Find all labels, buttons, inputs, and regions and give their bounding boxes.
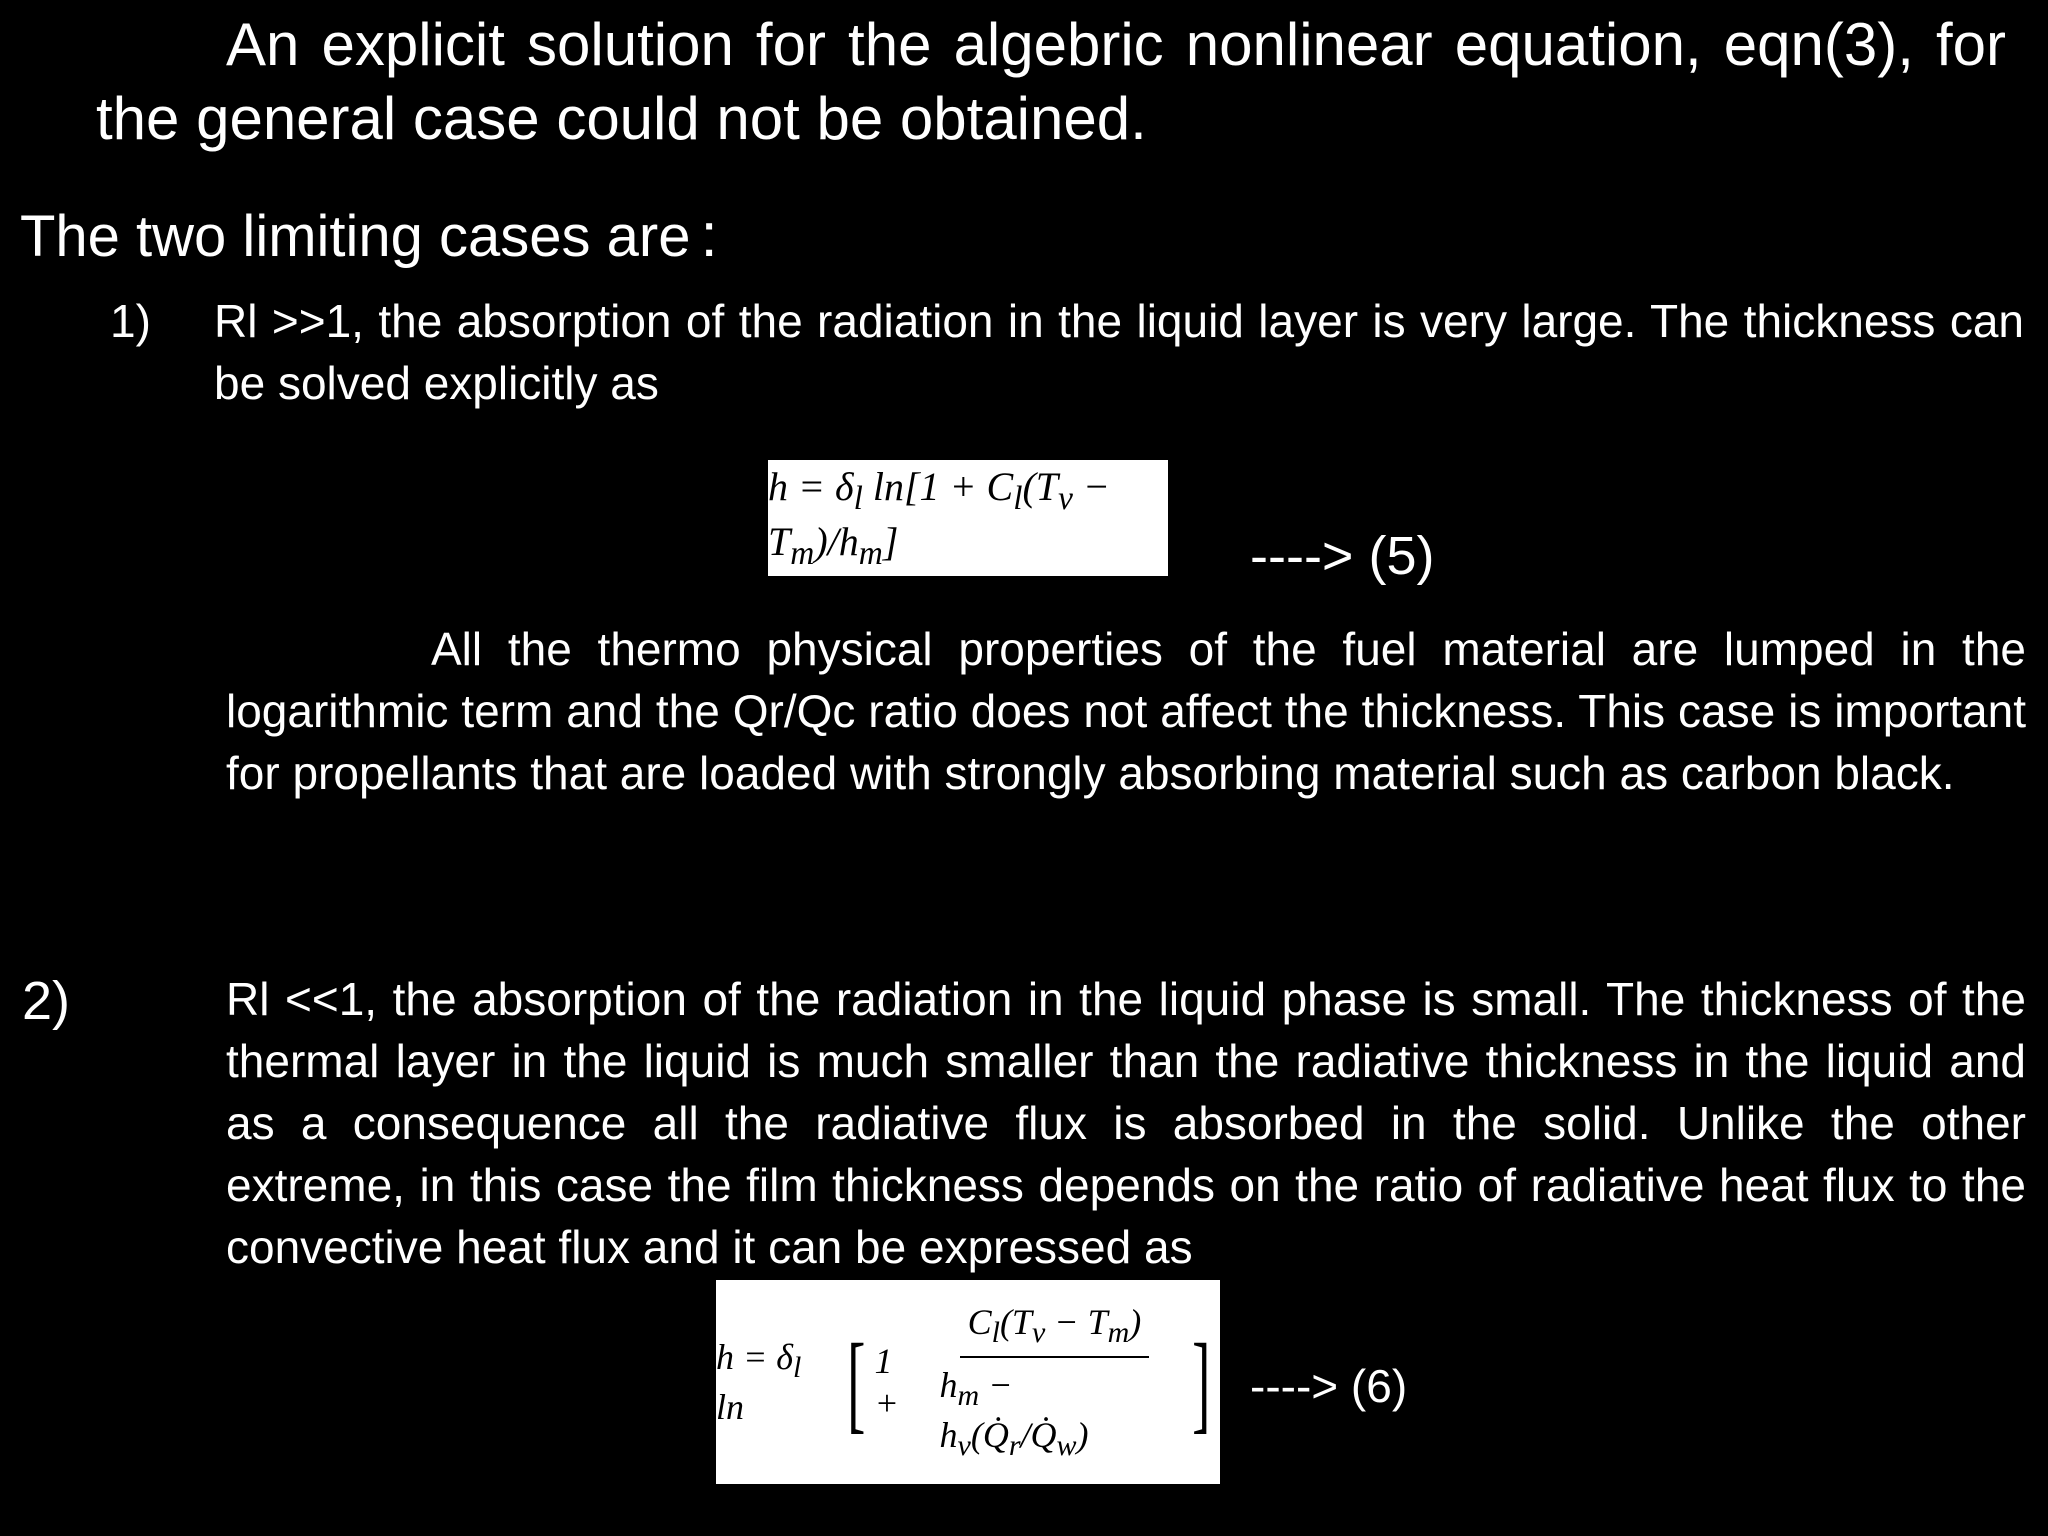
equation-6-image (716, 1280, 1220, 1484)
equation-5-ref: ----> (5) (1250, 526, 1435, 586)
intro-text: An explicit solution for the algebric nonlinear equation, eqn(3), for the general case could not be obtained. (96, 11, 2006, 152)
section-heading (20, 196, 718, 277)
equation-5-image (768, 460, 1168, 576)
intro-paragraph (96, 8, 2006, 156)
left-bracket: [ (846, 1321, 866, 1443)
equation-6-ref: ----> (6) (1250, 1360, 1408, 1412)
case1-text: Rl >>1, the absorption of the radiation in the liquid layer is very large. The thickness can be solved explicitly as (214, 295, 2024, 409)
equation-5-formula: $h = \delta_l$ $\ln[1 + C_l(T_v - T_m)/h_m]$ (768, 464, 1110, 572)
fraction: $\frac{C_l(T_v - T_m)}{h_m - h_v(Q̇_r/Q̇_w)}$ (932, 1301, 1178, 1463)
heading-colon: : (700, 201, 718, 270)
case1-explanation (226, 618, 2026, 804)
right-bracket: ] (1192, 1321, 1211, 1443)
case1-number: 1) (110, 295, 151, 347)
case1-explanation-text: All the thermo physical properties of the fuel material are lumped in the logarithmic term and the Qr/Qc ratio does not affect the thickness. This case is important for propellants that are loaded with strongly absorbing material such as carbon black. (226, 623, 2026, 799)
case2-text: Rl <<1, the absorption of the radiation in the liquid phase is small. The thickness of the thermal layer in the liquid is much smaller than the radiative thickness in the liquid and as a consequence all the radiative flux is absorbed in the solid. Unlike the other extreme, in this case the film thickness depends on the ratio of radiative heat flux to the convective heat flux and it can be expressed as (226, 973, 2026, 1273)
heading-text: The two limiting cases are (20, 204, 691, 269)
case2-number: 2) (22, 971, 71, 1031)
equation-6-formula: $h = \delta_l$ ln [ 1 + $\frac{C_l(T_v - T_m)}{h_m - h_v(Q̇_r/Q̇_w)}$ ] (716, 1302, 1211, 1462)
